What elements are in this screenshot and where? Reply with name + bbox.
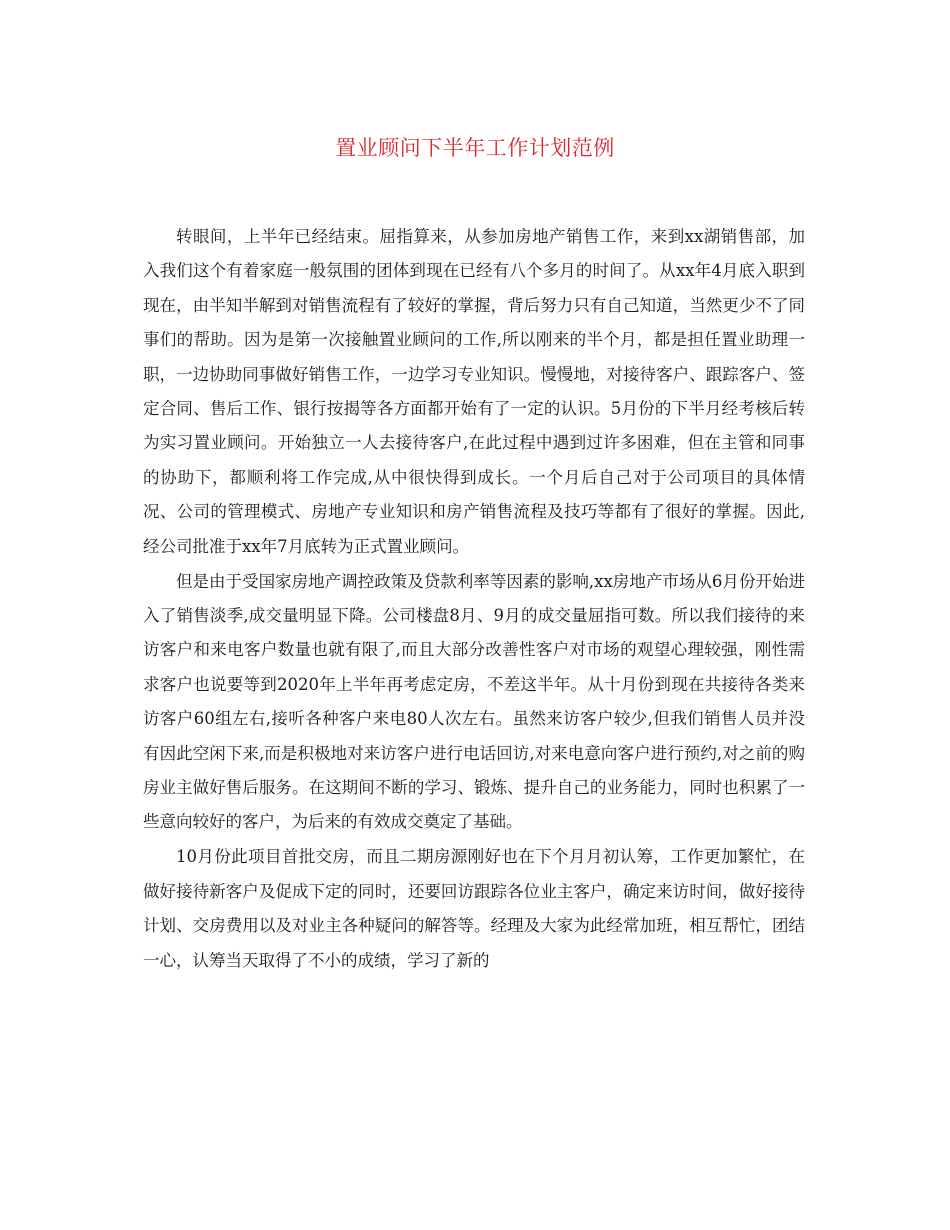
body-paragraph-2: 但是由于受国家房地产调控政策及贷款利率等因素的影响,xx房地产市场从6月份开始进入了销售淡季,成交量明显下降。公司楼盘8月、9月的成交量屈指可数。所以我们接待的来访客户和来电客户数量也就有限了,而且大部分改善性客户对市场的观望心理较强，刚性需求客户也说要等到2020年上半年再考虑定房，不差这半年。从十月份到现在共接待各类来访客户60组左右,接听各种客户来电80人次左右。虽然来访客户较少,但我们销售人员并没有因此空闲下来,而是积极地对来访客户进行电话回访,对来电意向客户进行预约,对之前的购房业主做好售后服务。在这期间不断的学习、锻炼、提升自己的业务能力，同时也积累了一些意向较好的客户，为后来的有效成交奠定了基础。 (143, 571, 805, 832)
document-title: 置业顾问下半年工作计划范例 (335, 136, 615, 160)
body-paragraph-1: 转眼间，上半年已经结束。屈指算来，从参加房地产销售工作，来到xx湖销售部，加入我们这个有着家庭一般氛围的团体到现在已经有八个多月的时间了。从xx年4月底入职到现在，由半知半解到对销售流程有了较好的掌握，背后努力只有自己知道，当然更少不了同事们的帮助。因为是第一次接触置业顾问的工作,所以刚来的半个月，都是担任置业助理一职，一边协助同事做好销售工作，一边学习专业知识。慢慢地，对接待客户、跟踪客户、签定合同、售后工作、银行按揭等各方面都开始有了一定的认识。5月份的下半月经考核后转为实习置业顾问。开始独立一人去接待客户,在此过程中遇到过许多困难，但在主管和同事的协助下，都顺利将工作完成,从中很快得到成长。一个月后自己对于公司项目的具体情况、公司的管理模式、房地产专业知识和房产销售流程及技巧等都有了很好的掌握。因此,经公司批准于xx年7月底转为正式置业顾问。 (143, 227, 805, 556)
body-paragraph-3: 10月份此项目首批交房，而且二期房源刚好也在下个月月初认筹，工作更加繁忙，在做好接待新客户及促成下定的同时，还要回访跟踪各位业主客户，确定来访时间，做好接待计划、交房费用以及对业主各种疑问的解答等。经理及大家为此经常加班，相互帮忙，团结一心，认筹当天取得了不小的成绩，学习了新的 (143, 847, 805, 970)
document-body (143, 220, 805, 978)
